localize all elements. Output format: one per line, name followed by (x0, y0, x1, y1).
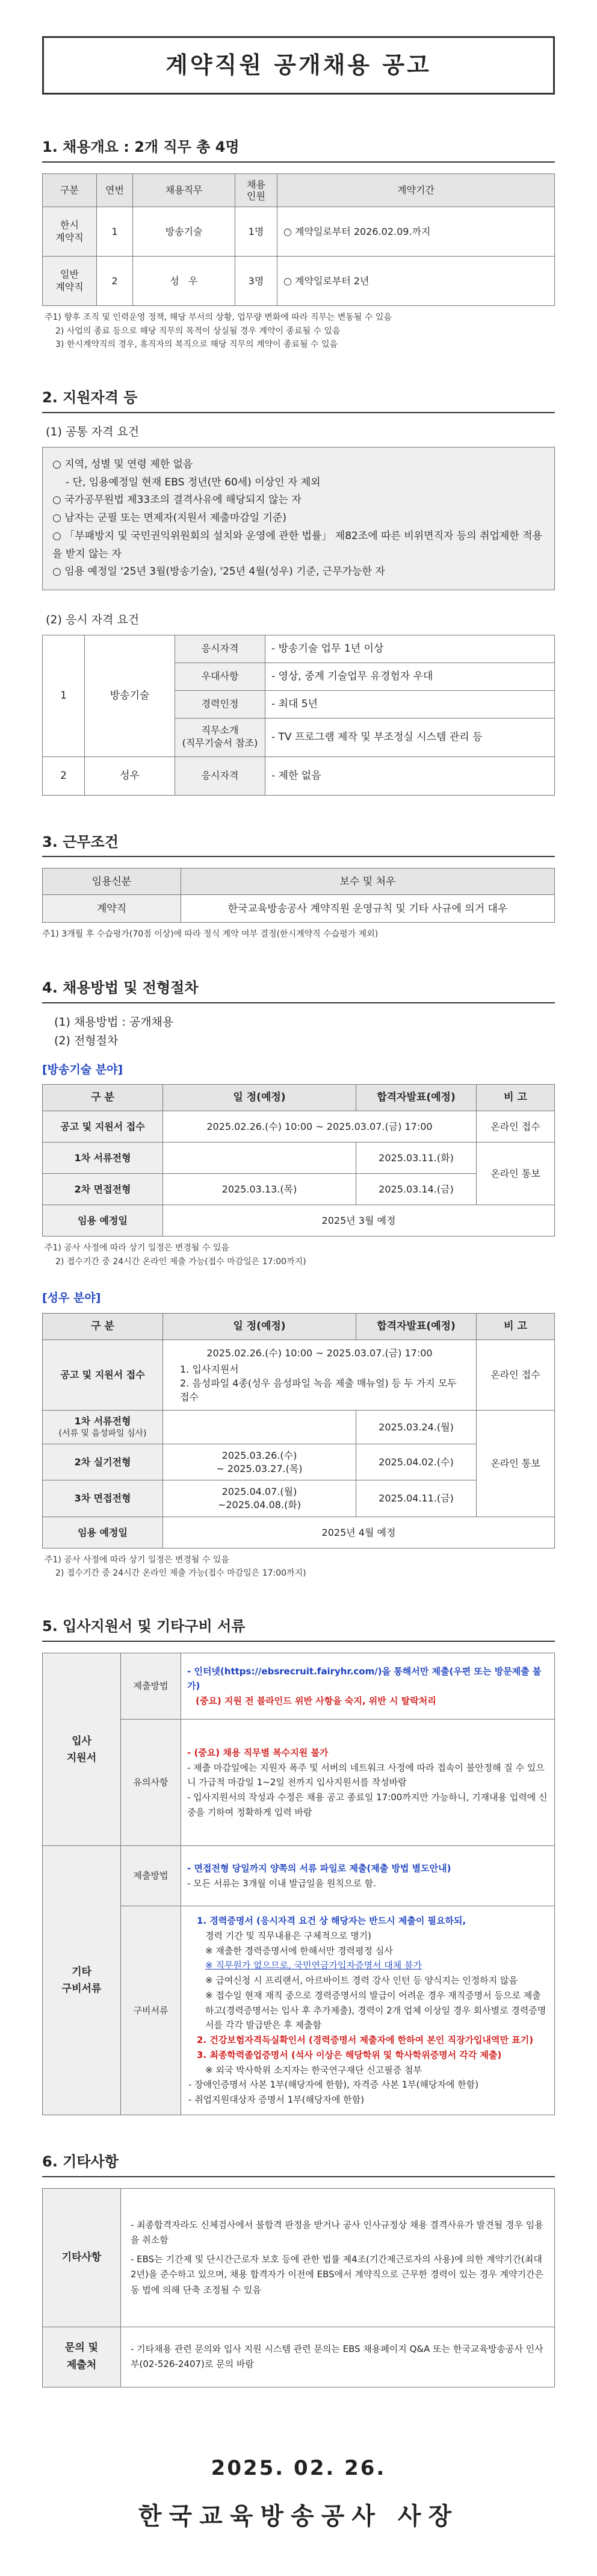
voice-notes (42, 1553, 555, 1580)
recruitment-overview-table (42, 173, 555, 306)
stage-note: 온라인 통보 (477, 1411, 555, 1517)
note-line: 3) 한시계약직의 경우, 휴직자의 복직으로 해당 직무의 계약이 종료될 수 있음 (55, 340, 338, 350)
col-header-status: 임용신분 (43, 869, 181, 895)
stage-result: 2025.04.02.(수) (356, 1444, 477, 1480)
table-row (43, 1205, 555, 1237)
row-label: 우대사항 (175, 663, 265, 690)
stage-name: 2차 면접전형 (43, 1174, 163, 1205)
row-job: 방송기술 (85, 635, 175, 756)
col-header-schedule: 일 정(예정) (163, 1085, 356, 1111)
voice-field-heading: [성우 분야] (42, 1291, 101, 1305)
row-type: 일반 계약직 (43, 257, 97, 306)
table-row (43, 1339, 555, 1411)
apply-requirements-title: (2) 응시 자격 요건 (46, 613, 140, 627)
other-line: - 최종합격자라도 신체검사에서 불합격 판정을 받거나 공사 인사규정상 채용 결격사유가 발견될 경우 임용을 취소함 (131, 2219, 543, 2246)
doc-line: ※ 재출한 경력증명서에 한해서만 경력평정 심사 (205, 1945, 393, 1956)
row-count: 1명 (235, 207, 277, 257)
work-conditions-table (42, 868, 555, 923)
caution-line: - (중요) 채용 직무별 복수지원 불가 (187, 1747, 329, 1758)
stage-name: 3차 면접전형 (43, 1480, 163, 1517)
caution-line: - 입사지원서의 작성과 수정은 채용 공고 종료일 17:00까지만 가능하니, 기재내용 입력에 신중을 기하여 정확하게 입력 바람 (187, 1792, 548, 1818)
table-row (43, 895, 555, 923)
row-value: - 영상, 중계 기술업무 유경험자 우대 (265, 663, 555, 690)
requirement-item: ○ 「부패방지 및 국민권익위원회의 설치와 운영에 관한 법률」 제82조에 따른 비위면직자 등의 취업제한 적용을 받지 않는 자 (52, 529, 543, 560)
col-header-no: 연번 (97, 173, 133, 207)
row-no: 2 (43, 756, 85, 795)
tech-schedule-table (42, 1084, 555, 1237)
note-line: 주1) 공사 사정에 따라 상기 일정은 변경될 수 있음 (45, 1555, 229, 1565)
table-row (43, 257, 555, 306)
stage-item: 2. 음성파일 4종(성우 음성파일 녹음 제출 매뉴얼) 등 두 가지 모두 접수 (180, 1377, 457, 1403)
apply-requirements-table (42, 635, 555, 796)
col-header-stage: 구 분 (43, 1085, 163, 1111)
stage-note: 온라인 접수 (477, 1339, 555, 1411)
table-row (43, 1143, 555, 1174)
issuing-organization: 한국교육방송공사 사장 (138, 2503, 459, 2531)
section-1-notes (42, 311, 555, 351)
method-label: 제출방법 (121, 1653, 181, 1720)
row-status: 계약직 (43, 895, 181, 923)
stage-name: 임용 예정일 (43, 1517, 163, 1548)
note-line: 주1) 공사 사정에 따라 상기 일정은 변경될 수 있음 (45, 1243, 229, 1253)
etc-method-label: 제출방법 (121, 1846, 181, 1906)
table-row (43, 207, 555, 257)
requirement-item: ○ 남자는 군필 또는 면제자(지원서 제출마감일 기준) (52, 512, 286, 525)
row-label: 직무소개 (직무기술서 참조) (175, 718, 265, 756)
row-no: 1 (97, 207, 133, 257)
etc-category: 기타 구비서류 (43, 1846, 121, 2115)
stage-name: 1차 서류전형 (43, 1143, 163, 1174)
row-value: - 방송기술 업무 1년 이상 (265, 635, 555, 663)
stage-schedule: 2025.02.26.(수) 10:00 ~ 2025.03.07.(금) 17:00 (206, 1347, 433, 1359)
row-no: 2 (97, 257, 133, 306)
section-4-heading: 4. 채용방법 및 전형절차 (42, 978, 555, 1003)
stage-value: 2025년 3월 예정 (163, 1205, 555, 1237)
documents-table (42, 1653, 555, 2115)
caution-cell (181, 1720, 555, 1846)
doc-line: - 취업지원대상자 증명서 1부(해당자에 한함) (188, 2094, 365, 2106)
col-header-period: 계약기간 (277, 173, 555, 207)
other-cell (121, 2188, 555, 2327)
table-row (43, 2188, 555, 2327)
row-period: ○ 계약일로부터 2026.02.09.까지 (277, 207, 555, 257)
stage-name: 1차 서류전형 (74, 1415, 131, 1427)
row-label: 경력인정 (175, 690, 265, 718)
note-line: 2) 접수기간 중 24시간 온라인 제출 가능(접수 마감일은 17:00까지) (55, 1568, 306, 1579)
requirement-item: ○ 지역, 성별 및 연령 제한 없음 (52, 458, 193, 470)
table-row (43, 1846, 555, 1906)
col-header-note: 비 고 (477, 1313, 555, 1339)
apply-category: 입사 지원서 (43, 1653, 121, 1846)
doc-line: ※ 외국 박사학위 소지자는 한국연구재단 신고필증 첨부 (205, 2064, 422, 2075)
col-header-schedule: 일 정(예정) (163, 1313, 356, 1339)
table-row (43, 1653, 555, 1720)
stage-note: 온라인 접수 (477, 1111, 555, 1143)
col-header-note: 비 고 (477, 1085, 555, 1111)
etc-method-line-2: - 모든 서류는 3개월 이내 발급일을 원칙으로 함. (187, 1877, 376, 1889)
stage-result: 2025.03.14.(금) (356, 1174, 477, 1205)
stage-name: 2차 실기전형 (43, 1444, 163, 1480)
stage-schedule-cell (163, 1339, 477, 1411)
stage-name: 공고 및 지원서 접수 (43, 1111, 163, 1143)
stage-item: 1. 입사지원서 (180, 1363, 239, 1375)
stage-schedule (163, 1143, 356, 1174)
doc-line: 경력 기간 및 직무내용은 구체적으로 명기) (205, 1930, 372, 1941)
requirement-item: ○ 국가공무원법 제33조의 결격사유에 해당되지 않는 자 (52, 494, 302, 507)
method-line-1: - 인터넷(https://ebsrecruit.fairyhr.com/)을 통해서만 제출(우편 또는 방문제출 불가) (187, 1665, 542, 1692)
section-1-heading: 1. 채용개요 : 2개 직무 총 4명 (42, 137, 555, 163)
table-row (43, 756, 555, 795)
docs-cell (181, 1906, 555, 2115)
notice-date: 2025. 02. 26. (211, 2456, 386, 2480)
page-title: 계약직원 공개채용 공고 (42, 36, 555, 95)
row-value: - TV 프로그램 제작 및 부조정실 시스템 관리 등 (265, 718, 555, 756)
stage-value: 2025년 4월 예정 (163, 1517, 555, 1548)
note-line: 2) 접수기간 중 24시간 온라인 제출 가능(접수 마감일은 17:00까지) (55, 1256, 306, 1267)
other-info-table (42, 2188, 555, 2387)
note-line: 2) 사업의 종료 등으로 해당 직무의 목적이 상실될 경우 계약이 종료될 수 있음 (55, 326, 341, 336)
other-category: 기타사항 (43, 2188, 121, 2327)
contact-line: - 기타채용 관련 문의와 입사 지원 시스템 관련 문의는 EBS 채용페이지 Q&A 또는 한국교육방송공사 인사부(02-526-2407)로 문의 바람 (121, 2327, 555, 2387)
stage-schedule: 2025.04.07.(월) ~2025.04.08.(화) (163, 1480, 356, 1517)
section-6-heading: 6. 기타사항 (42, 2151, 555, 2177)
row-job: 방송기술 (133, 207, 235, 257)
recruit-method: (1) 채용방법 : 공개채용 (54, 1015, 174, 1029)
row-period: ○ 계약일로부터 2년 (277, 257, 555, 306)
row-value: - 최대 5년 (265, 690, 555, 718)
caution-label: 유의사항 (121, 1720, 181, 1846)
row-job: 성 우 (133, 257, 235, 306)
stage-name-sub: (서류 및 음성파일 심사) (58, 1429, 147, 1439)
col-header-job: 채용직무 (133, 173, 235, 207)
col-header-stage: 구 분 (43, 1313, 163, 1339)
tech-field-heading: [방송기술 분야] (42, 1062, 123, 1076)
doc-line: ※ 급여신청 시 프리랜서, 아르바이트 경력 강사 인턴 등 양식지는 인정하지 않음 (205, 1975, 518, 1986)
table-row (43, 1111, 555, 1143)
stage-note: 온라인 통보 (477, 1143, 555, 1205)
table-row (43, 1411, 555, 1444)
col-header-result: 합격자발표(예정) (356, 1313, 477, 1339)
doc-line-cert-text: 1. 경력증명서 (응시자격 요건 상 해당자는 반드시 제출이 필요하되, (197, 1915, 466, 1927)
caution-line: - 제출 마감일에는 지원자 폭주 및 서버의 네트워크 사정에 따라 접속이 불안정해 질 수 있으니 가급적 마감일 1~2일 전까지 입사지원서를 작성바람 (187, 1762, 545, 1788)
stage-schedule: 2025.03.13.(목) (163, 1174, 356, 1205)
row-label: 응시자격 (175, 635, 265, 663)
row-count: 3명 (235, 257, 277, 306)
stage-result: 2025.03.24.(월) (356, 1411, 477, 1444)
method-cell (181, 1653, 555, 1720)
col-header-pay: 보수 및 처우 (181, 869, 555, 895)
docs-label: 구비서류 (121, 1906, 181, 2115)
doc-line-degree: 3. 최종학력졸업증명서 (석사 이상은 해당학위 및 학사학위증명서 각각 제출) (197, 2049, 502, 2060)
etc-method-line-1: - 면접전형 당일까지 양쪽의 서류 파일로 제출(제출 방법 별도안내) (187, 1862, 451, 1874)
row-value: - 제한 없음 (265, 756, 555, 795)
row-job: 성우 (85, 756, 175, 795)
doc-line-health: 2. 건강보험자격득실확인서 (경력증명서 제출자에 한하여 본인 직장가입내역만 표기) (197, 2035, 534, 2046)
tech-notes (42, 1241, 555, 1268)
contact-category: 문의 및 제출처 (43, 2327, 121, 2387)
row-pay: 한국교육방송공사 계약직원 운영규칙 및 기타 사규에 의거 대우 (181, 895, 555, 923)
stage-result: 2025.04.11.(금) (356, 1480, 477, 1517)
stage-schedule: 2025.02.26.(수) 10:00 ~ 2025.03.07.(금) 17:00 (163, 1111, 477, 1143)
other-line: - EBS는 기간제 및 단시간근로자 보호 등에 관한 법률 제4조(기간제근로자의 사용)에 의한 계약기간(최대 2년)을 준수하고 있으며, 채용 합격자가 이전에 EBS에서 계약직으로 근무한 경력이 있는 경우 계약기간은 동 법에 의해 단축 조정될 수 있음 (131, 2253, 544, 2295)
stage-result: 2025.03.11.(화) (356, 1143, 477, 1174)
section-3-note: 주1) 3개월 후 수습평가(70점 이상)에 따라 정식 계약 여부 결정(한시계약직 수습평가 제외) (42, 929, 379, 940)
col-header-count: 채용 인원 (235, 173, 277, 207)
voice-schedule-table (42, 1313, 555, 1548)
section-2-heading: 2. 지원자격 등 (42, 387, 555, 413)
doc-line (188, 1958, 547, 1973)
doc-line-cert (188, 1913, 547, 1929)
doc-line-highlight: ※ 직무원가 없으므로, 국민연금가입자증명서 대체 불가 (205, 1960, 422, 1971)
col-header-type: 구분 (43, 173, 97, 207)
stage-name: 공고 및 지원서 접수 (43, 1339, 163, 1411)
col-header-result: 합격자발표(예정) (356, 1085, 477, 1111)
section-5-heading: 5. 입사지원서 및 기타구비 서류 (42, 1616, 555, 1642)
stage-name: 임용 예정일 (43, 1205, 163, 1237)
doc-line: ※ 접수일 현재 재직 중으로 경력증명서의 발급이 어려운 경우 재직증명서 등으로 제출하고(경력증명서는 입사 후 추가제출), 경력이 2개 업체 이상일 경우 회사별로 경력증명서를 각각 발급받은 후 제출함 (205, 1989, 546, 2031)
stage-name-cell (43, 1411, 163, 1444)
table-row (43, 2327, 555, 2387)
recruit-procedure: (2) 전형절차 (54, 1034, 119, 1048)
common-requirements-title: (1) 공통 자격 요건 (46, 425, 140, 439)
note-line: 주1) 향후 조직 및 인력운영 정책, 해당 부서의 상황, 업무량 변화에 따라 직무는 변동될 수 있음 (45, 313, 392, 323)
common-requirements-box (42, 447, 555, 590)
section-3-heading: 3. 근무조건 (42, 832, 555, 858)
table-row (43, 1517, 555, 1548)
row-label: 응시자격 (175, 756, 265, 795)
etc-method-cell (181, 1846, 555, 1906)
requirement-item: ○ 임용 예정일 '25년 3월(방송기술), '25년 4월(성우) 기준, 근무가능한 자 (52, 566, 385, 578)
row-no: 1 (43, 635, 85, 756)
stage-schedule: 2025.03.26.(수) ~ 2025.03.27.(목) (163, 1444, 356, 1480)
table-row (43, 635, 555, 663)
stage-schedule (163, 1411, 356, 1444)
row-type: 한시 계약직 (43, 207, 97, 257)
method-line-2: (중요) 지원 전 블라인드 위반 사항을 숙지, 위반 시 탈락처리 (196, 1695, 436, 1707)
requirement-item: - 단, 임용예정일 현재 EBS 정년(만 60세) 이상인 자 제외 (66, 476, 321, 488)
doc-line: - 장애인증명서 사본 1부(해당자에 한함), 자격증 사본 1부(해당자에 한함) (188, 2079, 479, 2091)
